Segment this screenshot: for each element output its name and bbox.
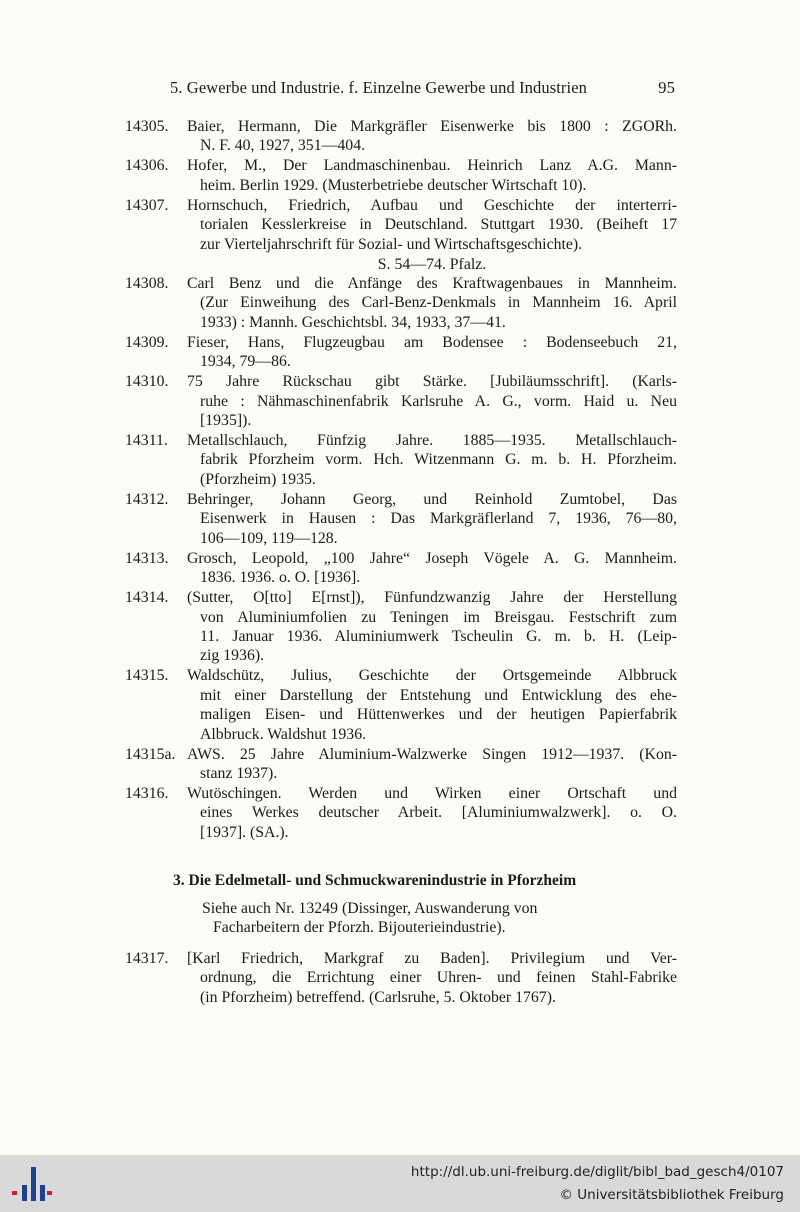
bibliography-entry-last — [125, 949, 677, 1008]
entry-text — [187, 372, 677, 430]
entry-line: fabrik Pforzheim vorm. Hch. Witzenmann G. m. b. H. Pforzheim. — [200, 451, 677, 469]
entry-number: 14313. — [125, 549, 169, 567]
bibliography-entry — [125, 196, 677, 254]
entry-number: 14315. — [125, 667, 169, 685]
entry-line: Fieser, Hans, Flugzeugbau am Bodensee : Bodenseebuch 21, — [187, 333, 677, 351]
entry-line: von Aluminiumfolien zu Teningen im Breisgau. Festschrift zum — [200, 608, 677, 626]
ub-freiburg-logo-icon — [12, 1165, 52, 1203]
entry-line: Waldschütz, Julius, Geschichte der Ortsgemeinde Albbruck — [187, 667, 677, 685]
bibliography-entry — [125, 117, 677, 156]
entry-text — [187, 333, 677, 372]
entry-line: Grosch, Leopold, „100 Jahre“ Joseph Vögele A. G. Mannheim. — [187, 549, 677, 567]
entry-line: 11. Januar 1936. Aluminiumwerk Tscheulin G. m. b. H. (Leip- — [200, 627, 677, 645]
entry-line: Wutöschingen. Werden und Wirken einer Ortschaft und — [187, 784, 677, 802]
bibliography-entry — [125, 372, 677, 430]
entry-text — [187, 745, 677, 784]
entry-line: 1836. 1936. o. O. [1936]. — [200, 569, 361, 587]
entry-number: 14308. — [125, 275, 169, 293]
entry-number: 14312. — [125, 490, 169, 508]
entry-number: 14316. — [125, 784, 169, 802]
bibliography-entry — [125, 431, 677, 489]
entry-line: 75 Jahre Rückschau gibt Stärke. [Jubiläumsschrift]. (Karls- — [187, 373, 677, 391]
entry-line: 1933) : Mannh. Geschichtsbl. 34, 1933, 37—41. — [200, 313, 506, 331]
section-heading: 3. Die Edelmetall- und Schmuckwarenindustrie in Pforzheim — [173, 872, 577, 889]
entry-line: torialen Kesslerkreise in Deutschland. Stuttgart 1930. (Beiheft 17 — [200, 216, 677, 234]
page-number: 95 — [658, 78, 675, 97]
entry-text — [187, 588, 677, 666]
see-also-note — [202, 899, 598, 938]
entry-text — [187, 949, 677, 1007]
entry-text — [187, 490, 677, 548]
bibliography-entry — [125, 333, 677, 372]
entry-line: 1934, 79—86. — [200, 353, 291, 371]
viewer-footer — [0, 1155, 800, 1212]
entry-line: Hornschuch, Friedrich, Aufbau und Geschichte der interterri- — [187, 196, 677, 214]
copyright-notice: © Universitätsbibliothek Freiburg — [559, 1187, 784, 1203]
entry-line: AWS. 25 Jahre Aluminium-Walzwerke Singen 1912—1937. (Kon- — [187, 745, 677, 763]
entry-line: Baier, Hermann, Die Markgräfler Eisenwerke bis 1800 : ZGORh. — [187, 118, 677, 135]
entry-line: mit einer Darstellung der Entstehung und Entwicklung des ehe- — [200, 686, 677, 704]
entry-number: 14306. — [125, 157, 169, 175]
see-also-line: Facharbeitern der Pforzh. Bijouterieindustrie). — [213, 919, 506, 937]
bibliography-entry — [125, 745, 677, 784]
entry-line: (in Pforzheim) betreffend. (Carlsruhe, 5. Oktober 1767). — [200, 988, 556, 1006]
entry-text — [187, 196, 677, 254]
entry-number: 14314. — [125, 589, 169, 607]
entry-note: S. 54—74. Pfalz. — [377, 255, 487, 273]
entry-line: (Pforzheim) 1935. — [200, 470, 316, 488]
bibliography-entry — [125, 588, 677, 666]
bibliography-entries — [125, 117, 677, 843]
entry-line: stanz 1937). — [200, 764, 278, 782]
entry-text — [187, 549, 677, 588]
entry-line: ruhe : Nähmaschinenfabrik Karlsruhe A. G., vorm. Haid u. Neu — [200, 392, 677, 410]
bibliography-entry — [125, 490, 677, 548]
entry-line: heim. Berlin 1929. (Musterbetriebe deutscher Wirtschaft 10). — [200, 176, 587, 194]
entry-text — [187, 666, 677, 744]
entry-line: zur Vierteljahrschrift für Sozial- und Wirtschaftsgeschichte). — [200, 235, 583, 253]
entry-number: 14317. — [125, 950, 169, 967]
entry-number: 14311. — [125, 432, 168, 450]
entry-line: N. F. 40, 1927, 351—404. — [200, 137, 366, 155]
entry-line: Metallschlauch, Fünfzig Jahre. 1885—1935. Metallschlauch- — [187, 432, 677, 450]
bibliography-entry — [125, 274, 677, 332]
entry-text — [187, 784, 677, 842]
see-also-line: Siehe auch Nr. 13249 (Dissinger, Auswanderung von — [202, 900, 538, 917]
entry-line: Albbruck. Waldshut 1936. — [200, 725, 367, 743]
bibliography-entry — [125, 156, 677, 195]
entry-number: 14305. — [125, 118, 169, 135]
document-url[interactable]: http://dl.ub.uni-freiburg.de/diglit/bibl_bad_gesch4/0107 — [410, 1164, 784, 1180]
entry-text — [187, 431, 677, 489]
bibliography-entry — [125, 666, 677, 744]
entry-line: ordnung, die Errichtung einer Uhren- und feinen Stahl-Fabrike — [200, 969, 677, 987]
entry-number: 14310. — [125, 373, 169, 391]
entry-number: 14315a. — [125, 745, 176, 763]
entry-number: 14309. — [125, 333, 169, 351]
entry-line: eines Werkes deutscher Arbeit. [Aluminiumwalzwerk]. o. O. — [200, 804, 677, 822]
entry-line: Hofer, M., Der Landmaschinenbau. Heinrich Lanz A.G. Mann- — [187, 157, 677, 175]
entry-line: [1935]). — [200, 412, 252, 430]
entry-line: Eisenwerk in Hausen : Das Markgräflerland 7, 1936, 76—80, — [200, 510, 677, 528]
entry-line: [1937]. (SA.). — [200, 823, 289, 841]
entry-text — [187, 156, 677, 195]
entry-line: 106—109, 119—128. — [200, 529, 338, 547]
entry-number: 14307. — [125, 196, 169, 214]
entry-line: Behringer, Johann Georg, und Reinhold Zumtobel, Das — [187, 490, 677, 508]
bibliography-entry — [125, 949, 677, 1007]
entry-text — [187, 274, 677, 332]
entry-line: [Karl Friedrich, Markgraf zu Baden]. Privilegium und Ver- — [187, 950, 677, 967]
entry-text — [187, 117, 677, 156]
entry-line: (Sutter, O[tto] E[rnst]), Fünfundzwanzig Jahre der Herstellung — [187, 589, 677, 607]
entry-line: zig 1936). — [200, 647, 265, 665]
bibliography-entry — [125, 549, 677, 588]
bibliography-entry — [125, 784, 677, 842]
entry-line: (Zur Einweihung des Carl-Benz-Denkmals in Mannheim 16. April — [200, 294, 677, 312]
entry-line: maligen Eisen- und Hüttenwerkes und der heutigen Papierfabrik — [200, 706, 677, 724]
entry-line: Carl Benz und die Anfänge des Kraftwagenbaues in Mannheim. — [187, 275, 677, 293]
header-title: 5. Gewerbe und Industrie. f. Einzelne Gewerbe und Industrien — [170, 78, 587, 97]
running-header — [170, 78, 675, 98]
